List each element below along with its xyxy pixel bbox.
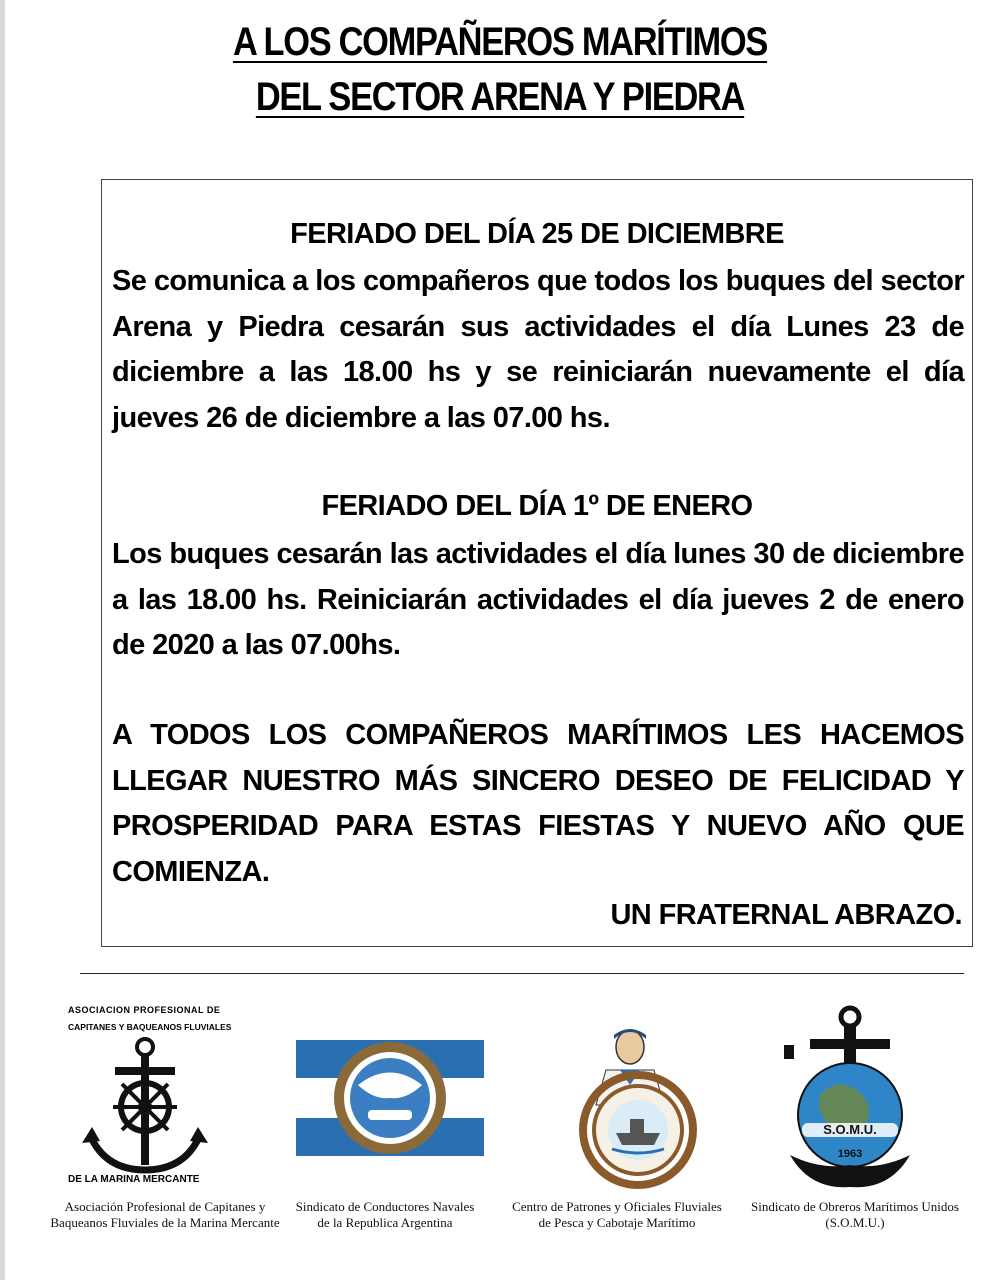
- somu-emblem-text: S.O.M.U.: [823, 1122, 877, 1137]
- anchor-wheel-icon: [60, 1035, 240, 1185]
- page-title-line-2: DEL SECTOR ARENA Y PIEDRA: [255, 75, 745, 119]
- sun-emblem-icon: [334, 1042, 446, 1154]
- section-1-body: Se comunica a los compañeros que todos los buques del sector Arena y Piedra cesarán sus actividades el día Lunes 23 de diciembre a las 18.00 hs y se reiniciarán nuevamente el día jueves 26 de diciembre a las 07.00 hs.: [112, 265, 964, 434]
- page-title-line-1: A LOS COMPAÑEROS MARÍTIMOS: [232, 20, 768, 64]
- somu-emblem-year: 1963: [837, 1148, 863, 1160]
- logo-capitanes-baqueanos: [60, 1000, 240, 1195]
- section-2-body: Los buques cesarán las actividades el día lunes 30 de diciembre a las 18.00 hs. Reiniciarán actividades el día jueves 2 de enero de 2020 a las 07.00hs.: [112, 538, 964, 661]
- page-edge: [0, 0, 5, 1280]
- section-1-heading: FERIADO DEL DÍA 25 DE DICIEMBRE: [290, 218, 784, 250]
- footer-divider: [80, 973, 964, 974]
- closing-text: UN FRATERNAL ABRAZO.: [610, 899, 962, 931]
- notice-box: [101, 179, 973, 947]
- logo-somu: [780, 1005, 920, 1195]
- section-2-heading: FERIADO DEL DÍA 1º DE ENERO: [321, 490, 753, 522]
- greeting-text: A TODOS LOS COMPAÑEROS MARÍTIMOS LES HACEMOS LLEGAR NUESTRO MÁS SINCERO DESEO DE FELICIDAD Y PROSPERIDAD PARA ESTAS FIESTAS Y NUEVO AÑO QUE COMIENZA.: [112, 719, 964, 888]
- caption-conductores: Sindicato de Conductores Navales de la Republica Argentina: [295, 1199, 475, 1230]
- logo-conductores-navales: [296, 1040, 484, 1156]
- logo-1-top-text-1: ASOCIACION PROFESIONAL DE: [68, 1005, 221, 1015]
- logo-1-bottom-text: DE LA MARINA MERCANTE: [68, 1174, 200, 1185]
- ship-wheel-icon: [583, 1075, 693, 1185]
- anchor-globe-icon: [784, 1008, 910, 1187]
- logo-centro-patrones: [568, 1025, 708, 1195]
- caption-patrones: Centro de Patrones y Oficiales Fluviales de Pesca y Cabotaje Marítimo: [512, 1199, 722, 1230]
- logo-1-top-text-2: CAPITANES Y BAQUEANOS FLUVIALES: [68, 1022, 232, 1032]
- caption-capitanes: Asociación Profesional de Capitanes y Baqueanos Fluviales de la Marina Mercante: [50, 1199, 280, 1230]
- caption-somu: Sindicato de Obreros Marítimos Unidos (S.O.M.U.): [751, 1199, 959, 1230]
